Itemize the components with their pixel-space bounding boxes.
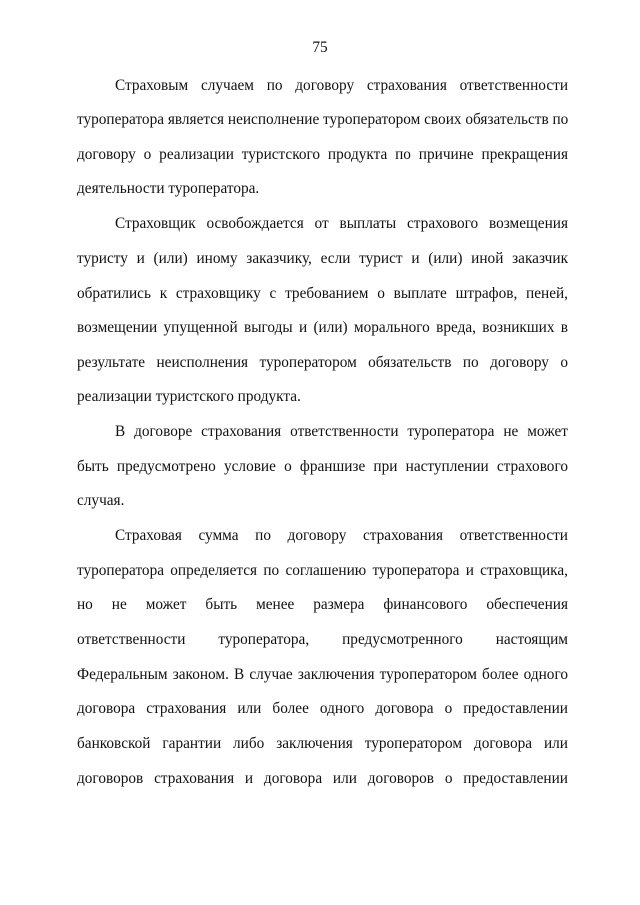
paragraph-1-line-2: туроператора является неисполнение туроператором своих обязательств по bbox=[77, 111, 569, 128]
paragraph-2-line-6: реализации туристского продукта. bbox=[77, 388, 301, 405]
paragraph-2-line-4: возмещении упущенной выгоды и (или) морального вреда, возникших в bbox=[77, 319, 568, 336]
paragraph-4-line-1: Страховая сумма по договору страхования ответственности bbox=[115, 527, 568, 544]
paragraph-4-line-7: банковской гарантии либо заключения туроператором договора или bbox=[77, 735, 568, 752]
paragraph-2-line-1: Страховщик освобождается от выплаты страхового возмещения bbox=[115, 215, 568, 232]
paragraph-3-line-1: В договоре страхования ответственности туроператора не может bbox=[115, 423, 568, 440]
paragraph-4-line-6: договора страхования или более одного договора о предоставлении bbox=[77, 700, 568, 717]
page-number: 75 bbox=[312, 39, 328, 56]
paragraph-4-line-3: но не может быть менее размера финансового обеспечения bbox=[77, 596, 568, 613]
paragraph-1-line-1: Страховым случаем по договору страхования ответственности bbox=[115, 77, 568, 94]
paragraph-4-line-8: договоров страхования и договора или договоров о предоставлении bbox=[77, 770, 568, 787]
paragraph-2-line-3: обратились к страховщику с требованием о выплате штрафов, пеней, bbox=[77, 285, 568, 302]
paragraph-4-line-2: туроператора определяется по соглашению туроператора и страховщика, bbox=[77, 562, 568, 579]
paragraph-1-line-3: договору о реализации туристского продукта по причине прекращения bbox=[77, 146, 568, 163]
paragraph-2-line-5: результате неисполнения туроператором обязательств по договору о bbox=[77, 354, 568, 371]
paragraph-3-line-2: быть предусмотрено условие о франшизе при наступлении страхового bbox=[77, 458, 568, 475]
paragraph-3-line-3: случая. bbox=[77, 492, 125, 509]
paragraph-2-line-2: туристу и (или) иному заказчику, если турист и (или) иной заказчик bbox=[77, 250, 568, 267]
paragraph-4-line-5: Федеральным законом. В случае заключения туроператором более одного bbox=[77, 666, 568, 683]
paragraph-1-line-4: деятельности туроператора. bbox=[77, 180, 260, 197]
paragraph-4-line-4: ответственности туроператора, предусмотренного настоящим bbox=[77, 631, 568, 648]
